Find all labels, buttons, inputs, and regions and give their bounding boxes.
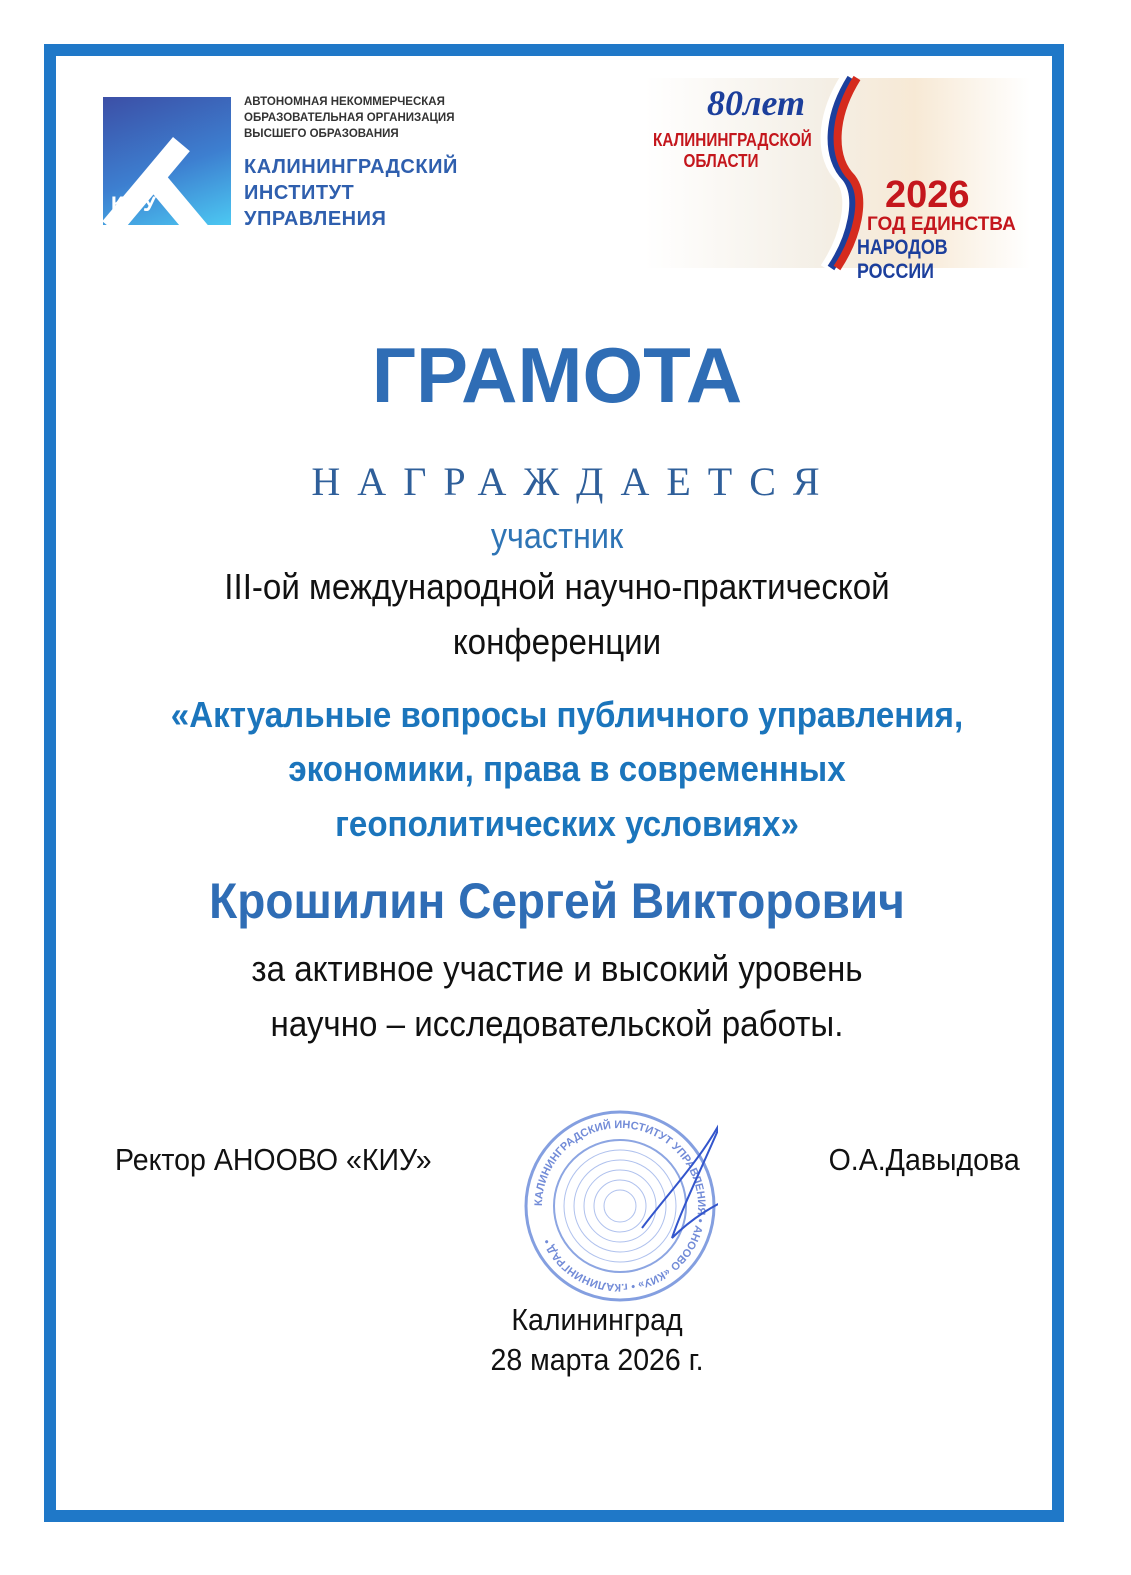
conference-title-3: геополитических условиях» (335, 803, 799, 844)
banner-nations: НАРОДОВ РОССИИ (857, 236, 948, 283)
official-stamp-icon (522, 1108, 718, 1304)
event-line-2: конференции (452, 621, 662, 662)
reason-line-2: научно – исследовательской работы. (270, 1003, 844, 1044)
conference-title-2: экономики, права в современных (288, 748, 846, 789)
banner-anniversary: 80лет (707, 83, 805, 123)
banner-year: 2026 (885, 174, 970, 216)
svg-text:КАЛИНИНГРАДСКИЙ ИНСТИТУТ УПРАВ: КАЛИНИНГРАДСКИЙ ИНСТИТУТ УПРАВЛЕНИЯ • АНООВО «КИУ» • г.КАЛИНИНГРАД • (532, 1118, 708, 1294)
role-label: участник (490, 515, 624, 556)
signer-name: О.А.Давыдова (828, 1142, 1020, 1177)
anniversary-banner (645, 78, 1030, 283)
reason-line-1: за активное участие и высокий уровень (251, 948, 863, 989)
flag-ribbon-icon (815, 78, 855, 268)
city: Калининград (511, 1302, 683, 1337)
signer-position: Ректор АНООВО «КИУ» (115, 1142, 432, 1177)
kiu-logo (103, 97, 231, 225)
org-type: АВТОНОМНАЯ НЕКОММЕРЧЕСКАЯ ОБРАЗОВАТЕЛЬНАЯ ОРГАНИЗАЦИЯ ВЫСШЕГО ОБРАЗОВАНИЯ (244, 96, 455, 140)
awarded-label: НАГРАЖДАЕТСЯ (311, 459, 837, 504)
recipient-name: Крошилин Сергей Викторович (209, 873, 905, 929)
banner-region: КАЛИНИНГРАДСКОЙ ОБЛАСТИ (653, 130, 812, 171)
banner-unity: ГОД ЕДИНСТВА (867, 214, 1016, 235)
conference-title-1: «Актуальные вопросы публичного управления, (170, 694, 964, 735)
org-name: КАЛИНИНГРАДСКИЙ ИНСТИТУТ УПРАВЛЕНИЯ (244, 156, 458, 230)
issue-date: 28 марта 2026 г. (490, 1342, 704, 1377)
certificate-title: ГРАМОТА (371, 331, 743, 419)
event-line-1: III-ой международной научно-практической (224, 566, 890, 607)
logo-abbr: КИУ (111, 193, 158, 216)
